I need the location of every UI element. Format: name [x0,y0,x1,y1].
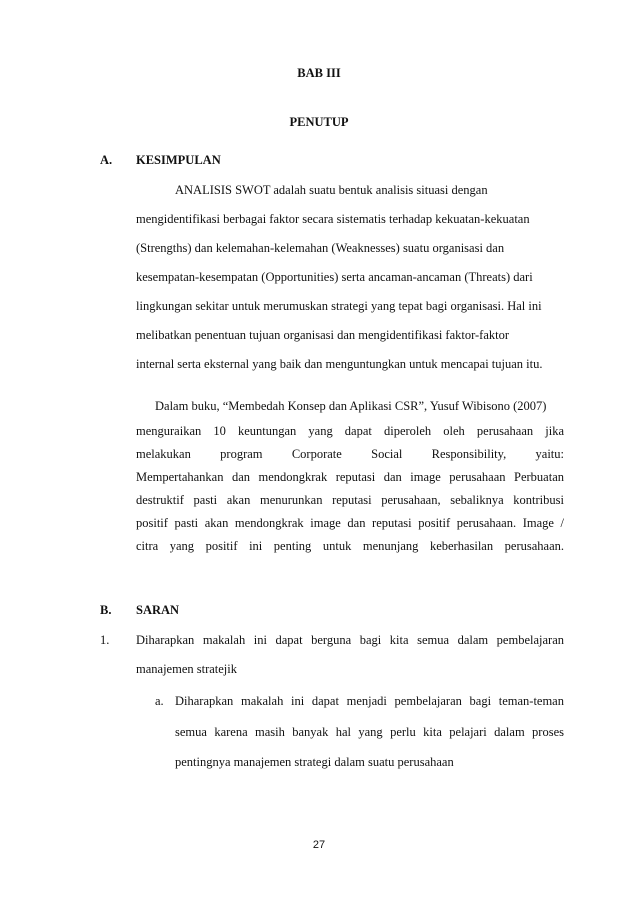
section-b-heading: SARAN [136,603,180,617]
para2-line-2: menguraikan 10 keuntungan yang dapat diperoleh oleh perusahaan jika [136,424,564,438]
saran-item-1-line-1: Diharapkan makalah ini dapat berguna bagi kita semua dalam pembelajaran [136,633,564,647]
para1-line-6: melibatkan penentuan tujuan organisasi dan mengidentifikasi faktor-faktor [136,328,510,342]
section-a-heading: KESIMPULAN [136,153,221,167]
para2-line-3: melakukan program Corporate Social Responsibility, yaitu: [136,447,564,461]
chapter-number: BAB III [297,66,341,80]
para1-line-4: kesempatan-kesempatan (Opportunities) serta ancaman-ancaman (Threats) dari [136,270,533,284]
saran-item-1a-line-2: semua karena masih banyak hal yang perlu kita pelajari dalam proses [175,725,564,739]
para1-line-5: lingkungan sekitar untuk merumuskan strategi yang tepat bagi organisasi. Hal ini [136,299,542,313]
chapter-title: PENUTUP [289,115,349,129]
saran-item-1a-line-1: Diharapkan makalah ini dapat menjadi pembelajaran bagi teman-teman [175,694,564,708]
page-number: 27 [312,839,326,851]
saran-item-1a-line-3: pentingnya manajemen strategi dalam suatu perusahaan [175,755,454,769]
para2-line-5: destruktif pasti akan menurunkan reputasi perusahaan, sebaliknya kontribusi [136,493,564,507]
para2-line-1: Dalam buku, “Membedah Konsep dan Aplikasi CSR”, Yusuf Wibisono (2007) [155,399,547,413]
para1-line-1: ANALISIS SWOT adalah suatu bentuk analisis situasi dengan [175,183,488,197]
saran-item-1-line-2: manajemen stratejik [136,662,238,676]
section-b-label: B. [100,603,112,617]
para2-line-6: positif pasti akan mendongkrak image dan reputasi positif perusahaan. Image / [136,516,564,530]
para2-line-4: Mempertahankan dan mendongkrak reputasi dan image perusahaan Perbuatan [136,470,564,484]
saran-item-1-number: 1. [100,633,110,647]
section-a-label: A. [100,153,113,167]
para1-line-7: internal serta eksternal yang baik dan menguntungkan untuk mencapai tujuan itu. [136,357,543,371]
saran-item-1a-letter: a. [155,694,164,708]
para1-line-2: mengidentifikasi berbagai faktor secara sistematis terhadap kekuatan-kekuatan [136,212,530,226]
para1-line-3: (Strengths) dan kelemahan-kelemahan (Weaknesses) suatu organisasi dan [136,241,505,255]
para2-line-7: citra yang positif ini penting untuk menunjang keberhasilan perusahaan. [136,539,564,553]
